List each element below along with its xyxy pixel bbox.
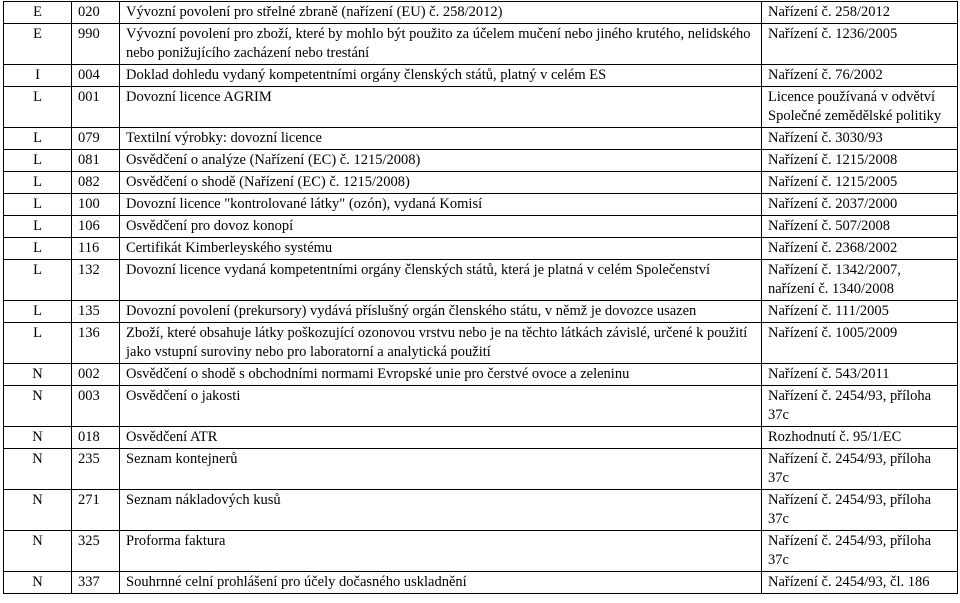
description-cell: Certifikát Kimberleyského systému bbox=[120, 238, 762, 260]
code-cell: 116 bbox=[72, 238, 120, 260]
description-cell: Dovozní povolení (prekursory) vydává příslušný orgán členského státu, v němž je dovozce usazen bbox=[120, 301, 762, 323]
table-row bbox=[4, 364, 958, 386]
table-row bbox=[4, 87, 958, 128]
description-cell: Souhrnné celní prohlášení pro účely dočasného uskladnění bbox=[120, 572, 762, 594]
code-cell: 337 bbox=[72, 572, 120, 594]
description-cell: Dovozní licence vydaná kompetentními orgány členských států, která je platná v celém Společenství bbox=[120, 260, 762, 301]
category-cell: L bbox=[4, 128, 72, 150]
table-body bbox=[4, 2, 958, 594]
table-row bbox=[4, 128, 958, 150]
table-row bbox=[4, 531, 958, 572]
table-row bbox=[4, 238, 958, 260]
category-cell: E bbox=[4, 24, 72, 65]
category-cell: L bbox=[4, 216, 72, 238]
table-row bbox=[4, 194, 958, 216]
reference-cell: Nařízení č. 258/2012 bbox=[762, 2, 958, 24]
reference-cell: Nařízení č. 2454/93, příloha 37c bbox=[762, 449, 958, 490]
description-cell: Dovozní licence "kontrolované látky" (ozón), vydaná Komisí bbox=[120, 194, 762, 216]
description-cell: Vývozní povolení pro zboží, které by mohlo být použito za účelem mučení nebo jiného krutého, nelidského nebo ponižujícího zacházení nebo trestání bbox=[120, 24, 762, 65]
description-cell: Osvědčení o shodě s obchodními normami Evropské unie pro čerstvé ovoce a zeleninu bbox=[120, 364, 762, 386]
code-cell: 100 bbox=[72, 194, 120, 216]
table-row bbox=[4, 216, 958, 238]
category-cell: L bbox=[4, 172, 72, 194]
reference-cell: Nařízení č. 1215/2005 bbox=[762, 172, 958, 194]
category-cell: N bbox=[4, 490, 72, 531]
reference-cell: Nařízení č. 2454/93, čl. 186 bbox=[762, 572, 958, 594]
reference-cell: Nařízení č. 2454/93, příloha 37c bbox=[762, 386, 958, 427]
code-cell: 271 bbox=[72, 490, 120, 531]
category-cell: L bbox=[4, 238, 72, 260]
table-row bbox=[4, 572, 958, 594]
category-cell: N bbox=[4, 531, 72, 572]
table-row bbox=[4, 386, 958, 427]
reference-cell: Nařízení č. 3030/93 bbox=[762, 128, 958, 150]
code-cell: 135 bbox=[72, 301, 120, 323]
table-row bbox=[4, 449, 958, 490]
code-cell: 018 bbox=[72, 427, 120, 449]
reference-cell: Nařízení č. 76/2002 bbox=[762, 65, 958, 87]
table-row bbox=[4, 323, 958, 364]
code-cell: 082 bbox=[72, 172, 120, 194]
description-cell: Osvědčení o shodě (Nařízení (EC) č. 1215/2008) bbox=[120, 172, 762, 194]
description-cell: Osvědčení pro dovoz konopí bbox=[120, 216, 762, 238]
table-row bbox=[4, 24, 958, 65]
table-row bbox=[4, 427, 958, 449]
document-codes-table bbox=[3, 1, 958, 594]
reference-cell: Nařízení č. 543/2011 bbox=[762, 364, 958, 386]
code-cell: 106 bbox=[72, 216, 120, 238]
code-cell: 004 bbox=[72, 65, 120, 87]
description-cell: Textilní výrobky: dovozní licence bbox=[120, 128, 762, 150]
category-cell: L bbox=[4, 323, 72, 364]
code-cell: 132 bbox=[72, 260, 120, 301]
table-row bbox=[4, 2, 958, 24]
reference-cell: Nařízení č. 1215/2008 bbox=[762, 150, 958, 172]
category-cell: L bbox=[4, 260, 72, 301]
category-cell: N bbox=[4, 427, 72, 449]
category-cell: N bbox=[4, 449, 72, 490]
reference-cell: Nařízení č. 1005/2009 bbox=[762, 323, 958, 364]
code-cell: 235 bbox=[72, 449, 120, 490]
code-cell: 020 bbox=[72, 2, 120, 24]
reference-cell: Nařízení č. 111/2005 bbox=[762, 301, 958, 323]
category-cell: E bbox=[4, 2, 72, 24]
category-cell: L bbox=[4, 194, 72, 216]
reference-cell: Nařízení č. 2454/93, příloha 37c bbox=[762, 490, 958, 531]
description-cell: Osvědčení o jakosti bbox=[120, 386, 762, 427]
reference-cell: Licence používaná v odvětví Společné zemědělské politiky bbox=[762, 87, 958, 128]
category-cell: L bbox=[4, 150, 72, 172]
code-cell: 990 bbox=[72, 24, 120, 65]
table-row bbox=[4, 301, 958, 323]
description-cell: Seznam kontejnerů bbox=[120, 449, 762, 490]
description-cell: Osvědčení ATR bbox=[120, 427, 762, 449]
reference-cell: Nařízení č. 1236/2005 bbox=[762, 24, 958, 65]
reference-cell: Nařízení č. 1342/2007, nařízení č. 1340/2008 bbox=[762, 260, 958, 301]
reference-cell: Nařízení č. 2037/2000 bbox=[762, 194, 958, 216]
table-row bbox=[4, 150, 958, 172]
category-cell: L bbox=[4, 301, 72, 323]
code-cell: 136 bbox=[72, 323, 120, 364]
description-cell: Proforma faktura bbox=[120, 531, 762, 572]
category-cell: N bbox=[4, 386, 72, 427]
code-cell: 002 bbox=[72, 364, 120, 386]
code-cell: 081 bbox=[72, 150, 120, 172]
category-cell: N bbox=[4, 572, 72, 594]
table-row bbox=[4, 490, 958, 531]
description-cell: Osvědčení o analýze (Nařízení (EC) č. 1215/2008) bbox=[120, 150, 762, 172]
table-row bbox=[4, 65, 958, 87]
description-cell: Seznam nákladových kusů bbox=[120, 490, 762, 531]
description-cell: Doklad dohledu vydaný kompetentními orgány členských států, platný v celém ES bbox=[120, 65, 762, 87]
reference-cell: Nařízení č. 2368/2002 bbox=[762, 238, 958, 260]
category-cell: I bbox=[4, 65, 72, 87]
description-cell: Zboží, které obsahuje látky poškozující ozonovou vrstvu nebo je na těchto látkách závislé, určené k použití jako vstupní suroviny nebo pro laboratorní a analytická použití bbox=[120, 323, 762, 364]
code-cell: 003 bbox=[72, 386, 120, 427]
category-cell: N bbox=[4, 364, 72, 386]
category-cell: L bbox=[4, 87, 72, 128]
code-cell: 079 bbox=[72, 128, 120, 150]
table-row bbox=[4, 260, 958, 301]
code-cell: 001 bbox=[72, 87, 120, 128]
table-row bbox=[4, 172, 958, 194]
reference-cell: Nařízení č. 507/2008 bbox=[762, 216, 958, 238]
reference-cell: Rozhodnutí č. 95/1/EC bbox=[762, 427, 958, 449]
reference-cell: Nařízení č. 2454/93, příloha 37c bbox=[762, 531, 958, 572]
description-cell: Vývozní povolení pro střelné zbraně (nařízení (EU) č. 258/2012) bbox=[120, 2, 762, 24]
description-cell: Dovozní licence AGRIM bbox=[120, 87, 762, 128]
code-cell: 325 bbox=[72, 531, 120, 572]
